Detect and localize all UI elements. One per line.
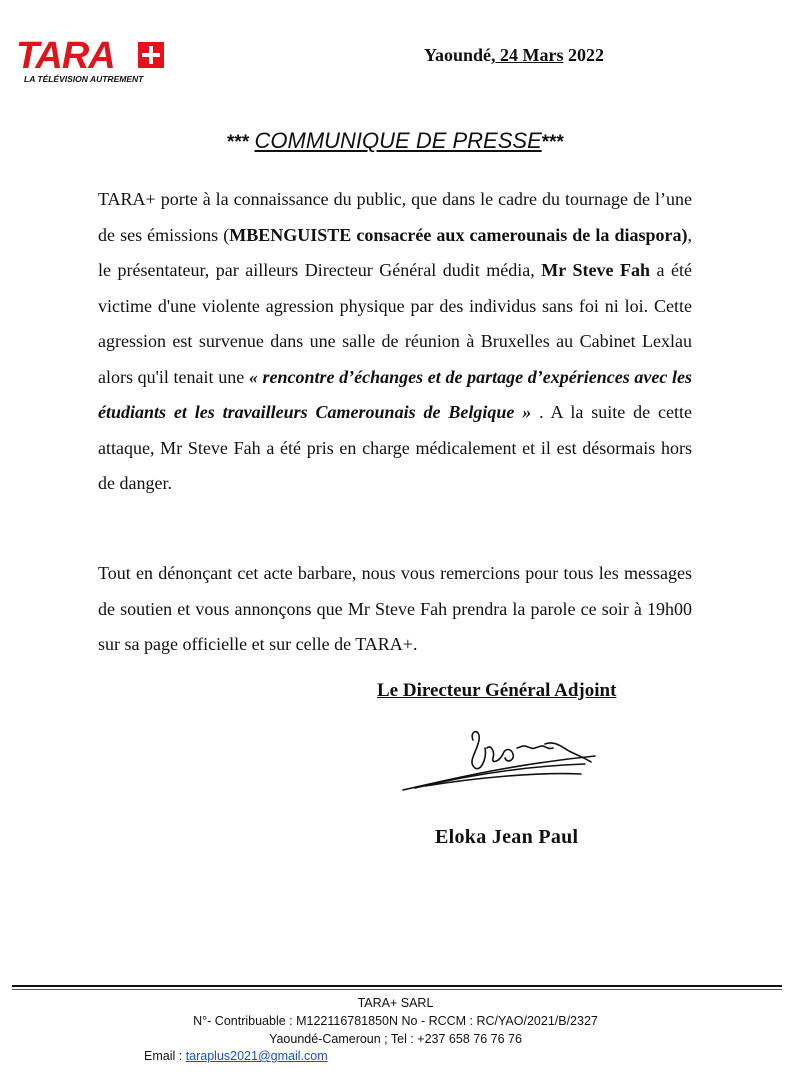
p1-text-3: a été victime d'une violente agression physique par des individus sans foi ni loi. Cette agression est survenue dans une salle de réunion à Bruxelles au Cabinet Lexlau alors qu'il tenait une (98, 260, 692, 387)
title-stars-right: *** (541, 132, 564, 153)
document-title (0, 128, 791, 154)
p1-quote: « rencontre d’échanges et de partage d’expériences avec les étudiants et les travailleurs Camerounais de Belgique » (98, 366, 692, 422)
logo-wordmark: TARA (16, 35, 115, 77)
logo-plus-icon (138, 42, 164, 68)
paragraph-1 (98, 182, 692, 502)
footer-address: Yaoundé-Cameroun ; Tel : +237 658 76 76 76 (269, 1032, 522, 1046)
date-day-month: , 24 Mars (491, 45, 564, 65)
p1-text-4: . A la suite de cette attaque, Mr Steve Fah a été pris en charge médicalement et il est désormais hors de danger. (98, 402, 692, 493)
p1-text-1: TARA+ porte à la connaissance du public, que dans le cadre du tournage de l’une de ses émissions ( (98, 189, 692, 245)
footer-email-line (144, 1049, 328, 1063)
paragraph-2: Tout en dénonçant cet acte barbare, nous vous remercions pour tous les messages de soutien et vous annonçons que Mr Steve Fah prendra la parole ce soir à 19h00 sur sa page officielle et sur celle de TARA+. (98, 563, 692, 654)
footer-email-label: Email : (144, 1049, 186, 1063)
footer-divider-thin (12, 989, 782, 990)
date-city: Yaoundé (424, 45, 492, 65)
date-year: 2022 (563, 45, 605, 65)
p1-text-2: , le présentateur, par ailleurs Directeur Général dudit média, (98, 224, 692, 280)
footer-company: TARA+ SARL (357, 996, 434, 1010)
p1-bold-program: MBENGUISTE consacrée aux camerounais de la diaspora) (229, 224, 688, 245)
title-stars-left: *** (227, 132, 255, 153)
footer-divider (12, 985, 782, 987)
p1-bold-name: Mr Steve Fah (541, 260, 650, 280)
logo-tagline: LA TÉLÉVISION AUTREMENT (24, 74, 144, 84)
footer-registration: N°- Contribuable : M122116781850N No - RCCM : RC/YAO/2021/B/2327 (193, 1014, 598, 1028)
signer-name: Eloka Jean Paul (435, 826, 579, 848)
footer-email-link[interactable]: taraplus2021@gmail.com (185, 1049, 328, 1063)
document-date (424, 45, 604, 66)
title-text: COMMUNIQUE DE PRESSE (254, 128, 542, 153)
signer-title: Le Directeur Général Adjoint (377, 680, 617, 701)
tara-logo (16, 36, 176, 88)
handwritten-signature (395, 718, 605, 798)
